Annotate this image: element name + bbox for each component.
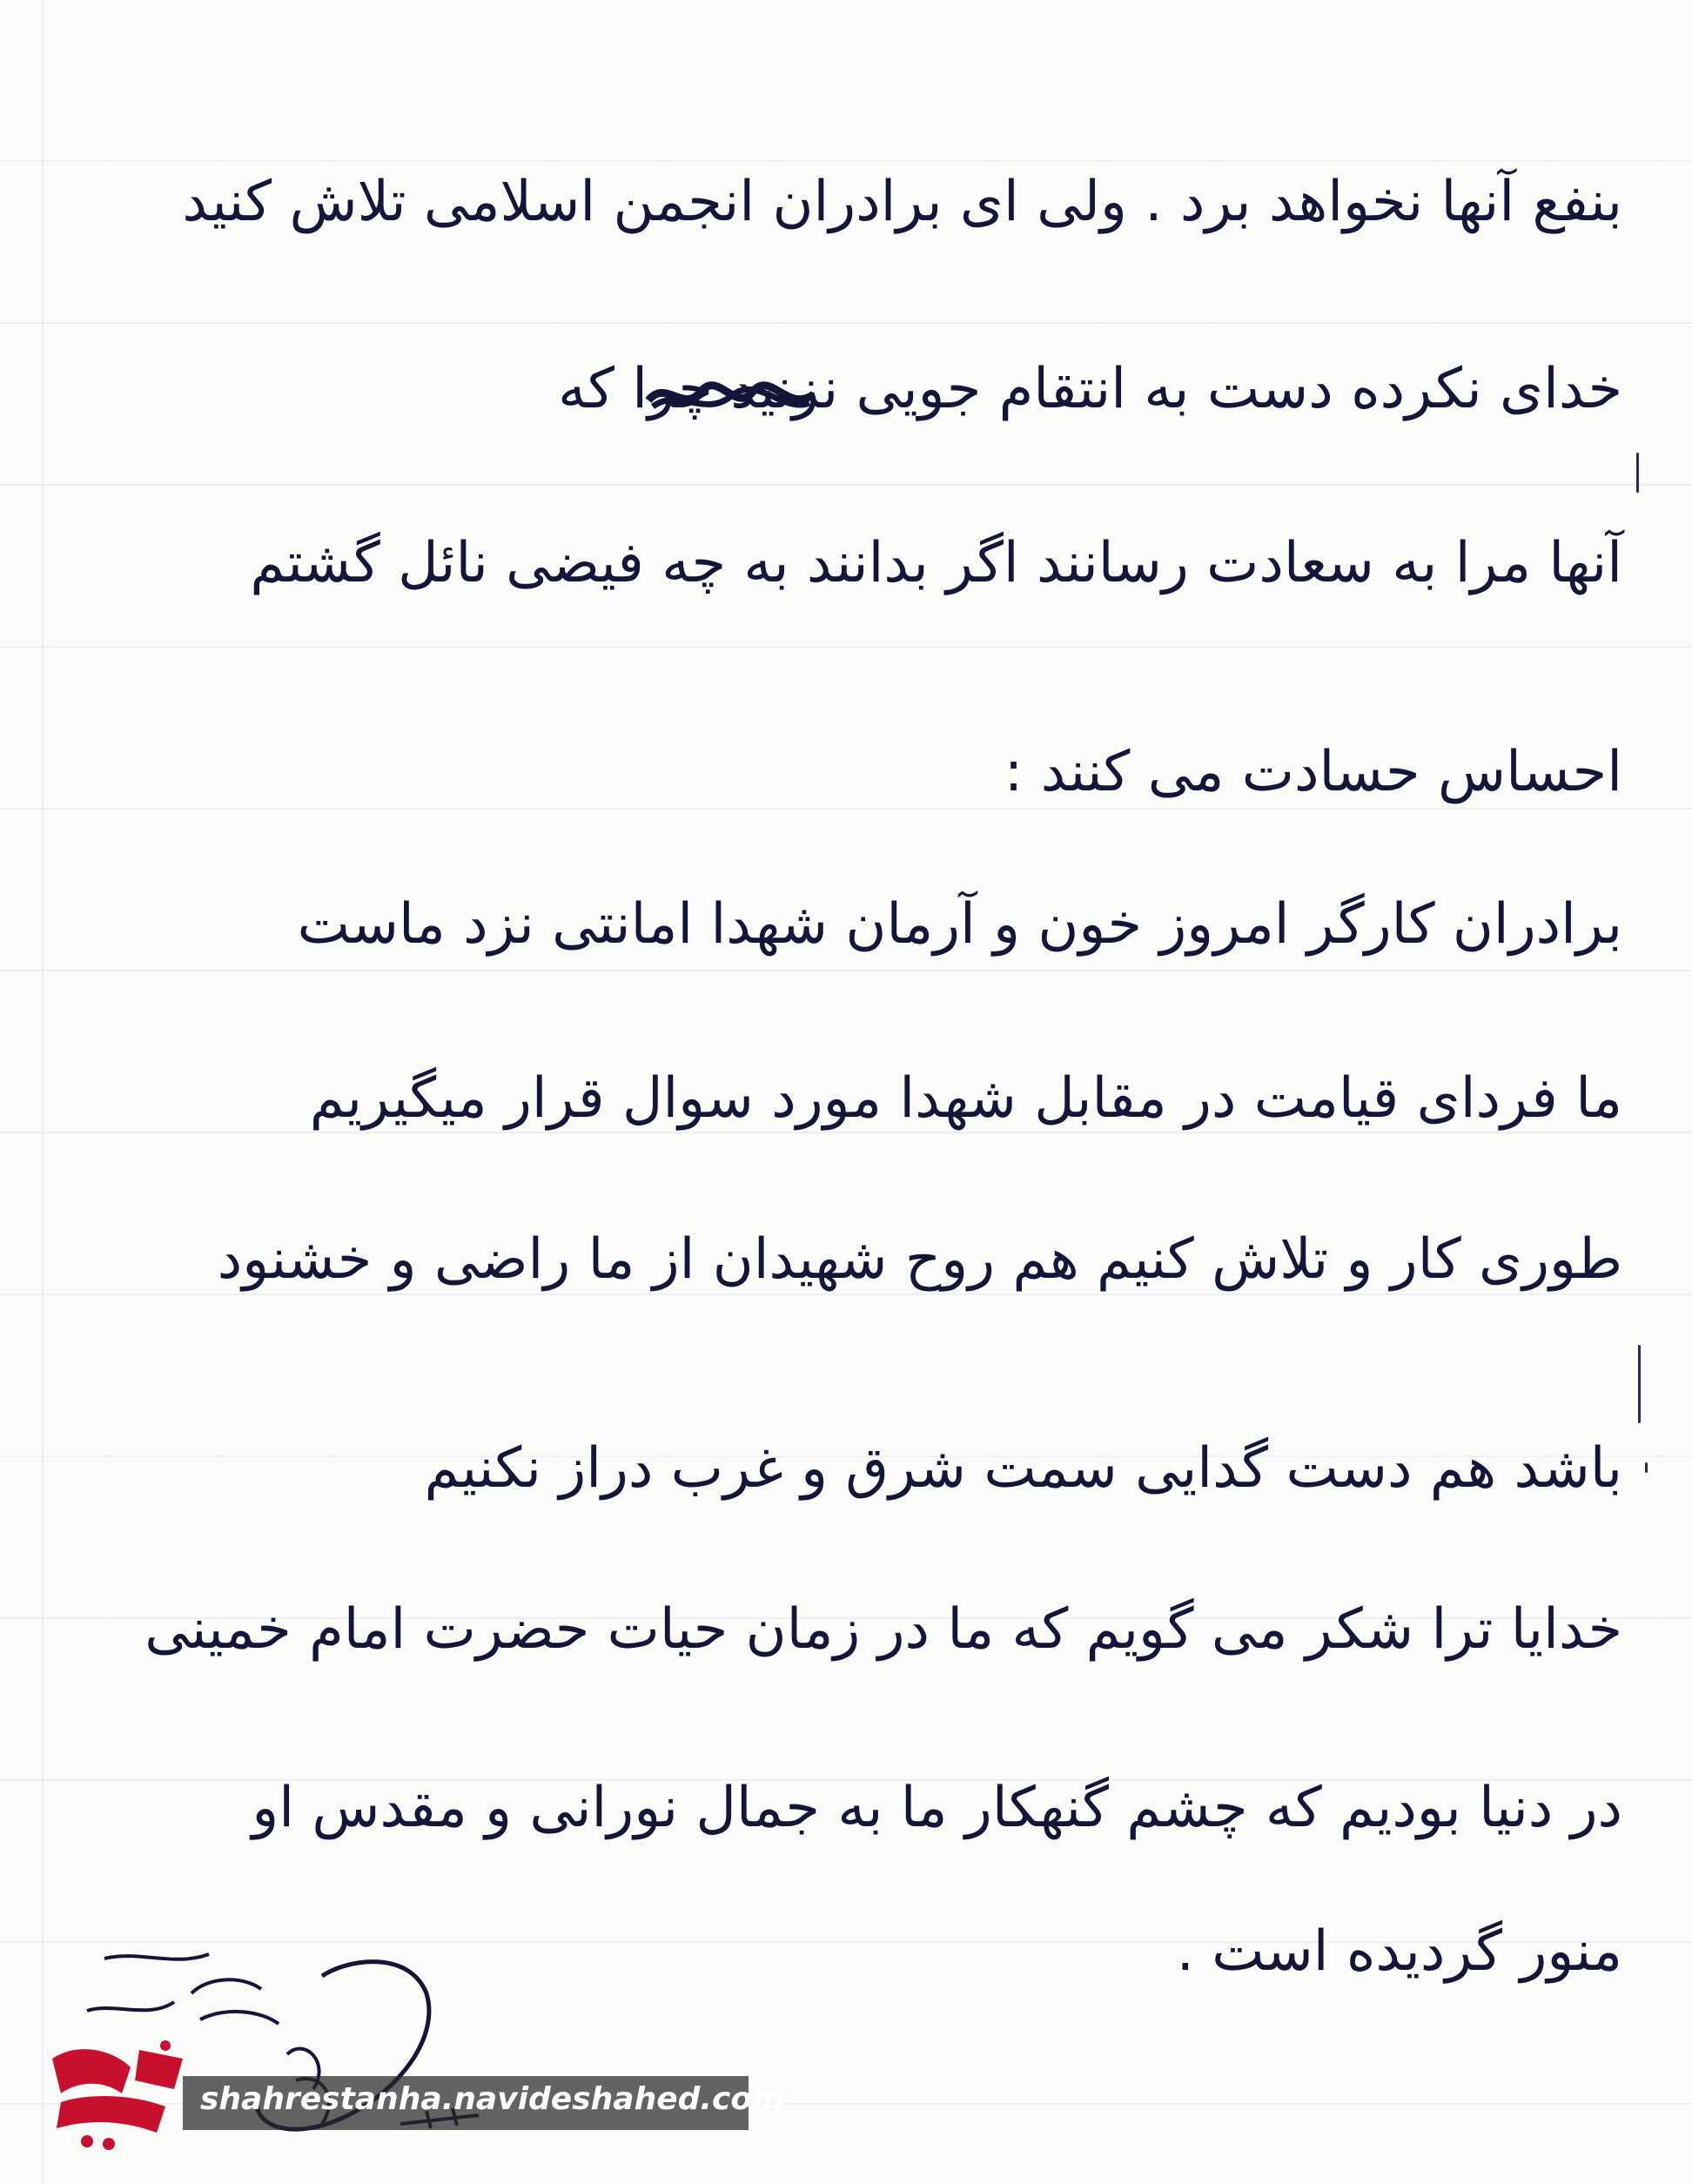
handwritten-line-7: طوری کار و تلاش کنیم هم روح شهیدان از ما راضی و خشنود xyxy=(217,1227,1622,1292)
margin-tick xyxy=(1645,1462,1648,1473)
handwritten-line-2: خدای نکرده دست به انتقام جویی نزنید چرا که xyxy=(558,357,1622,421)
handwritten-line-8: باشد هم دست گدایی سمت شرق و غرب دراز نکنیم xyxy=(424,1436,1622,1501)
handwritten-line-11: منور گردیده است . xyxy=(1176,1919,1622,1984)
handwritten-line-10: در دنیا بودیم که چشم گنهکار ما به جمال نورانی و مقدس او xyxy=(252,1776,1622,1840)
handwritten-line-6: ما فردای قیامت در مقابل شهدا مورد سوال قرار میگیریم xyxy=(309,1066,1622,1131)
margin-tick xyxy=(1638,1345,1641,1423)
margin-tick xyxy=(1636,453,1639,493)
handwritten-line-4: احساس حسادت می کنند : xyxy=(1004,740,1622,804)
crossed-out-word xyxy=(644,370,818,422)
handwritten-line-3: آنها مرا به سعادت رسانند اگر بدانند به چه فیضی نائل گشتم xyxy=(250,531,1622,595)
margin-line xyxy=(42,0,44,2184)
handwritten-line-1: بنفع آنها نخواهد برد . ولی ای برادران انجمن اسلامی تلاش کنید xyxy=(182,170,1622,234)
watermark xyxy=(35,2033,785,2154)
navideshahed-logo-icon xyxy=(35,2033,200,2154)
watermark-url: shahrestanha.navideshahed.com xyxy=(200,2081,785,2117)
handwritten-line-5: برادران کارگر امروز خون و آرمان شهدا امانتی نزد ماست xyxy=(297,892,1622,957)
handwritten-line-9: خدایا ترا شکر می گویم که ما در زمان حیات حضرت امام خمینی xyxy=(144,1597,1622,1662)
